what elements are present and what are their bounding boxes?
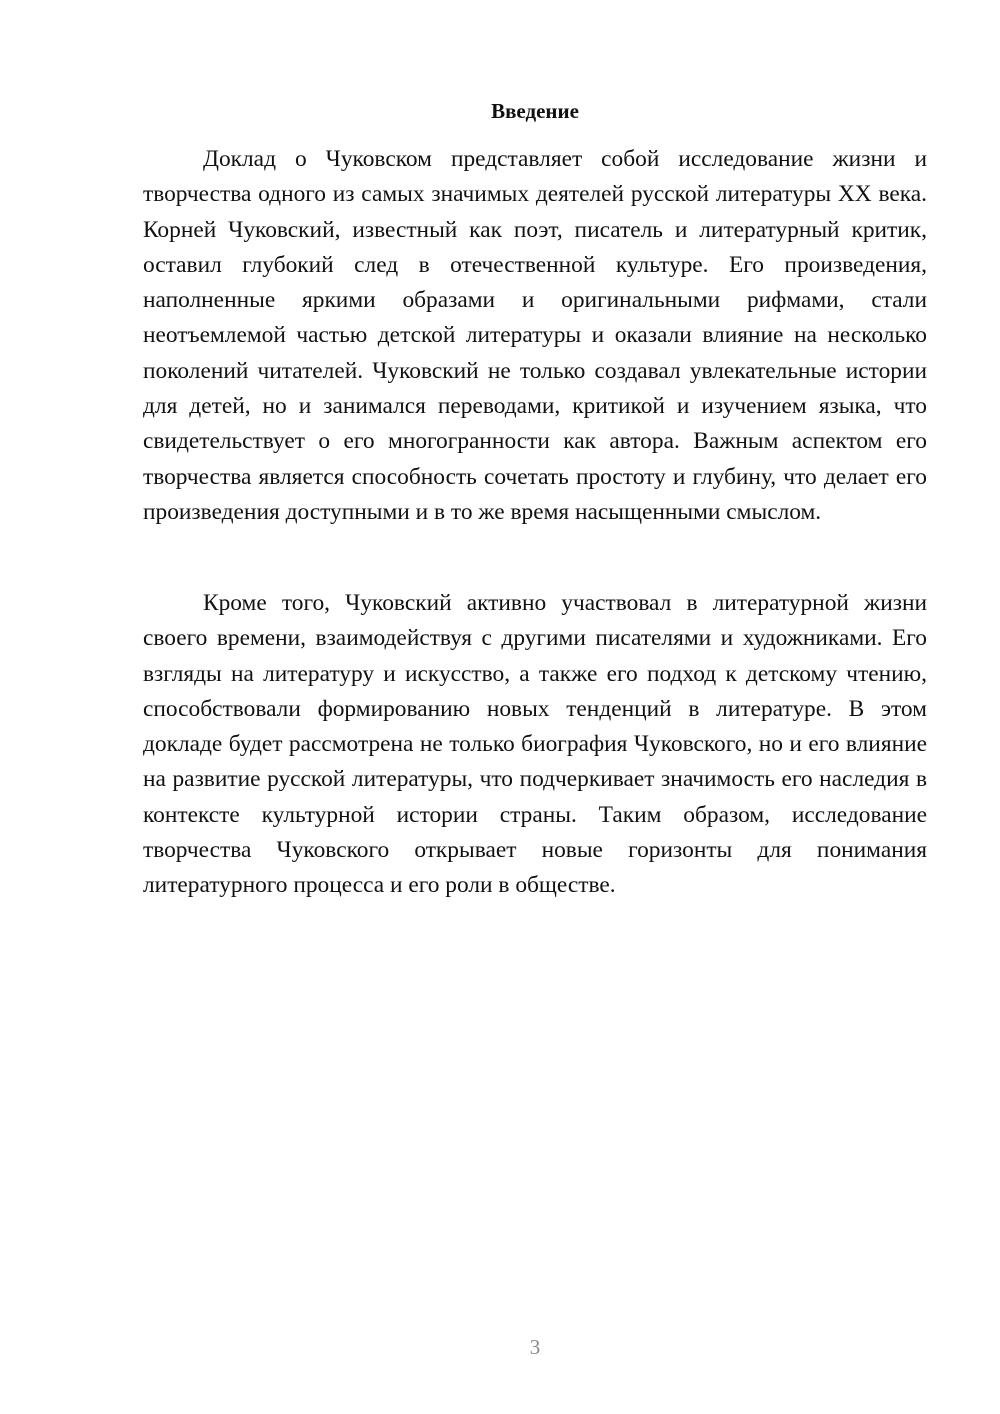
paragraph-1: Доклад о Чуковском представляет собой исследование жизни и творчества одного из самых значимых деятелей русской литературы XX века. Корней Чуковский, известный как поэт, писатель и литературный критик, оставил глубокий след в отечественной культуре. Его произведения, наполненные яркими образами и оригинальными рифмами, стали неотъемлемой частью детской литературы и оказали влияние на несколько поколений читателей. Чуковский не только создавал увлекательные истории для детей, но и занимался переводами, критикой и изучением языка, что свидетельствует о его многогранности как автора. Важным аспектом его творчества является способность сочетать простоту и глубину, что делает его произведения доступными и в то же время насыщенными смыслом.: [143, 146, 927, 525]
section-title: Введение: [491, 99, 579, 123]
paragraph-2: Кроме того, Чуковский активно участвовал в литературной жизни своего времени, взаимодействуя с другими писателями и художниками. Его взгляды на литературу и искусство, а также его подход к детскому чтению, способствовали формированию новых тенденций в литературе. В этом докладе будет рассмотрена не только биография Чуковского, но и его влияние на развитие русской литературы, что подчеркивает значимость его наследия в контексте культурной истории страны. Таким образом, исследование творчества Чуковского открывает новые горизонты для понимания литературного процесса и его роли в обществе.: [143, 590, 927, 899]
page-number: 3: [529, 1335, 541, 1359]
